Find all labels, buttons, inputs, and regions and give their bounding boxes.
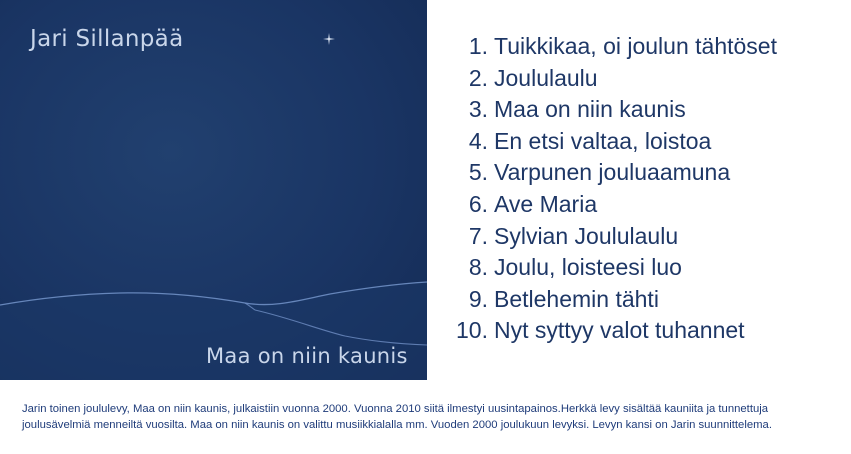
track-item — [452, 189, 777, 221]
track-title: Joululaulu — [494, 64, 598, 91]
track-item — [452, 94, 777, 126]
track-title: Ave Maria — [494, 190, 598, 217]
album-description — [22, 401, 832, 433]
track-number: 9. — [468, 285, 488, 312]
album-title: Maa on niin kaunis — [206, 344, 408, 368]
track-number: 2. — [468, 64, 488, 91]
track-number: 5. — [468, 159, 488, 186]
track-title: Varpunen jouluaamuna — [494, 159, 731, 186]
track-number: 1. — [468, 33, 488, 59]
track-number: 7. — [468, 222, 488, 249]
track-title: En etsi valtaa, loistoa — [494, 127, 712, 154]
artist-name: Jari Sillanpää — [30, 26, 184, 52]
description-line-2: joulusävelmiä menneiltä vuosilta. Maa on niin kaunis on valittu musiikkialalla mm. Vuoden 2000 joulukuun levyksi. Levyn kansi on Jarin suunnittelema. — [22, 419, 772, 431]
track-number: 4. — [468, 127, 488, 154]
track-title: Nyt syttyy valot tuhannet — [494, 317, 745, 344]
track-title: Sylvian Joululaulu — [494, 222, 679, 249]
album-cover — [0, 0, 427, 380]
track-item — [452, 157, 777, 189]
track-item — [452, 252, 777, 284]
track-item — [452, 63, 777, 95]
track-number: 3. — [468, 96, 488, 123]
track-title: Betlehemin tähti — [494, 285, 659, 312]
snowy-hills-illustration — [0, 0, 427, 380]
track-number: 6. — [468, 190, 488, 217]
description-line-1: Jarin toinen joululevy, Maa on niin kaunis, julkaistiin vuonna 2000. Vuonna 2010 siitä ilmestyi uusintapainos.Herkkä levy sisältää kauniita ja tunnettuja — [22, 403, 769, 415]
track-number: 8. — [468, 254, 488, 281]
track-item — [452, 315, 777, 347]
track-title: Tuikkikaa, oi joulun tähtöset — [494, 33, 777, 59]
track-title: Maa on niin kaunis — [494, 96, 686, 123]
track-title: Joulu, loisteesi luo — [494, 254, 682, 281]
track-item — [452, 126, 777, 158]
star-icon — [323, 33, 335, 45]
track-number: 10. — [456, 317, 488, 344]
track-item — [452, 284, 777, 316]
track-item — [452, 31, 777, 63]
track-item — [452, 221, 777, 253]
track-list — [452, 31, 777, 347]
